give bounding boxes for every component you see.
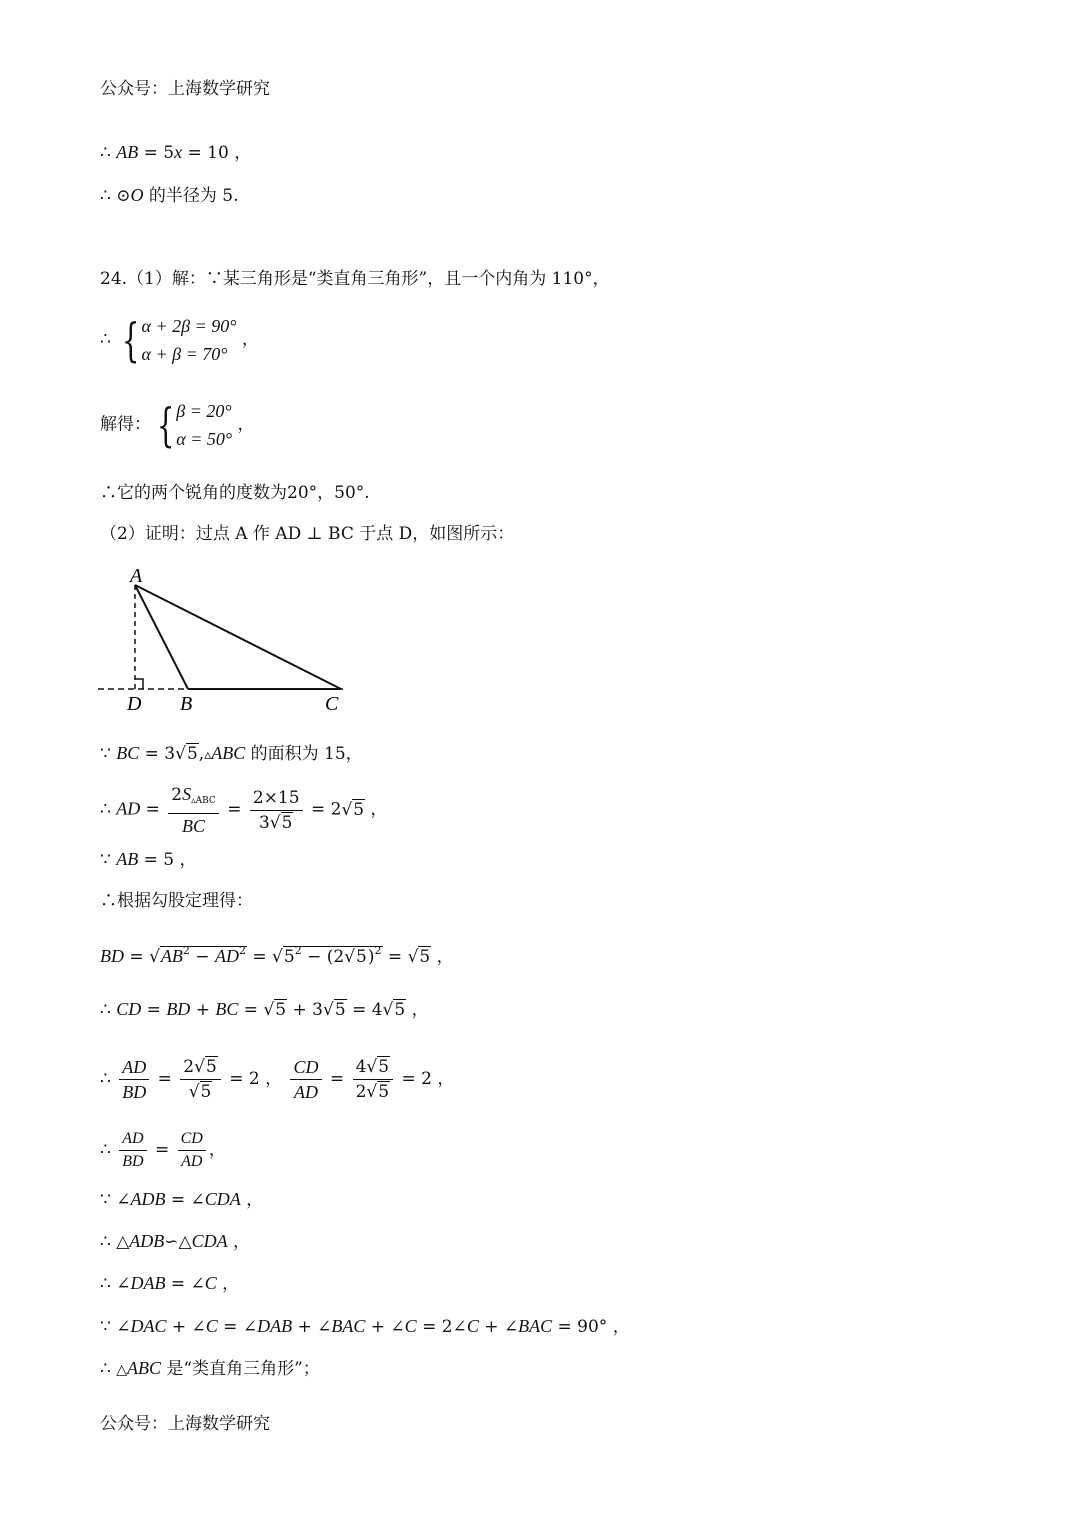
line-conclusion: ∴ △ABC 是“类直角三角形”；: [100, 1358, 320, 1379]
page-header: 公众号：上海数学研究: [100, 79, 270, 99]
triangle-figure: [95, 565, 355, 715]
right-angle-mark: [135, 679, 143, 689]
line-ratio-equal: ∴ $\frac{AD}{BD}$ = $\frac{CD}{AD}$ ，: [100, 1130, 226, 1170]
line-ab-5: ∵ AB = 5 ，: [100, 849, 197, 870]
label-b: B: [180, 693, 193, 715]
line-cd-formula: ∴ CD = BD + BC = √5 + 3√5 = 4√5 ，: [100, 999, 429, 1020]
line-bc-area: ∵ BC = 3√5,▵ABC 的面积为 15，: [100, 743, 363, 764]
label-a: A: [130, 565, 143, 587]
question-24-intro: 24.（1）解：∵某三角形是“类直角三角形”，且一个内角为 110°，: [100, 269, 610, 289]
line-angle-equal: ∵ ∠ADB = ∠CDA ，: [100, 1189, 264, 1210]
line-radius: ∴ ⊙O 的半径为 5.: [100, 185, 239, 206]
line-similar: ∴ △ADB∽△CDA ，: [100, 1231, 251, 1252]
line-ab-equals-10: ∴ AB = 5x = 10 ，: [100, 142, 252, 163]
page-footer: 公众号：上海数学研究: [100, 1414, 270, 1434]
line-angle-dab: ∴ ∠DAB = ∠C ，: [100, 1273, 240, 1294]
equation-system-1: ∴ { α + 2β = 90° α + β = 70° ，: [100, 313, 259, 367]
line-ratios: ∴ $\frac{AD}{BD}$ = $\frac{2√5}{√5}$ = 2 ， $\frac{CD}{AD}$ = $\frac{4√5}{2√5}$ = 2 ，: [100, 1057, 455, 1102]
label-c: C: [325, 693, 339, 715]
part-2-intro: （2）证明：过点 A 作 AD ⊥ BC 于点 D，如图所示：: [100, 524, 515, 544]
acute-angles-line: ∴它的两个锐角的度数为20°，50°.: [100, 483, 370, 503]
line-bd-formula: BD = $√AB^2 - AD^2 = √5^2 - (2√5)^2 = √5$ ，: [100, 944, 454, 967]
line-angle-sum: ∵ ∠DAC + ∠C = ∠DAB + ∠BAC + ∠C = 2∠C + ∠BAC = 90° ，: [100, 1316, 630, 1337]
segment-ab: [135, 585, 188, 689]
segment-ac: [135, 585, 341, 689]
line-ad-formula: ∴ AD = $\frac{\text{2S▵ABC}}{BC}$ = $\frac{2\times 15}{3√5}$ = 2√5 ，: [100, 784, 388, 836]
equation-system-2: 解得： { β = 20° α = 50° ，: [100, 398, 255, 452]
line-pythagoras: ∴根据勾股定理得：: [100, 891, 253, 911]
label-d: D: [127, 693, 142, 715]
